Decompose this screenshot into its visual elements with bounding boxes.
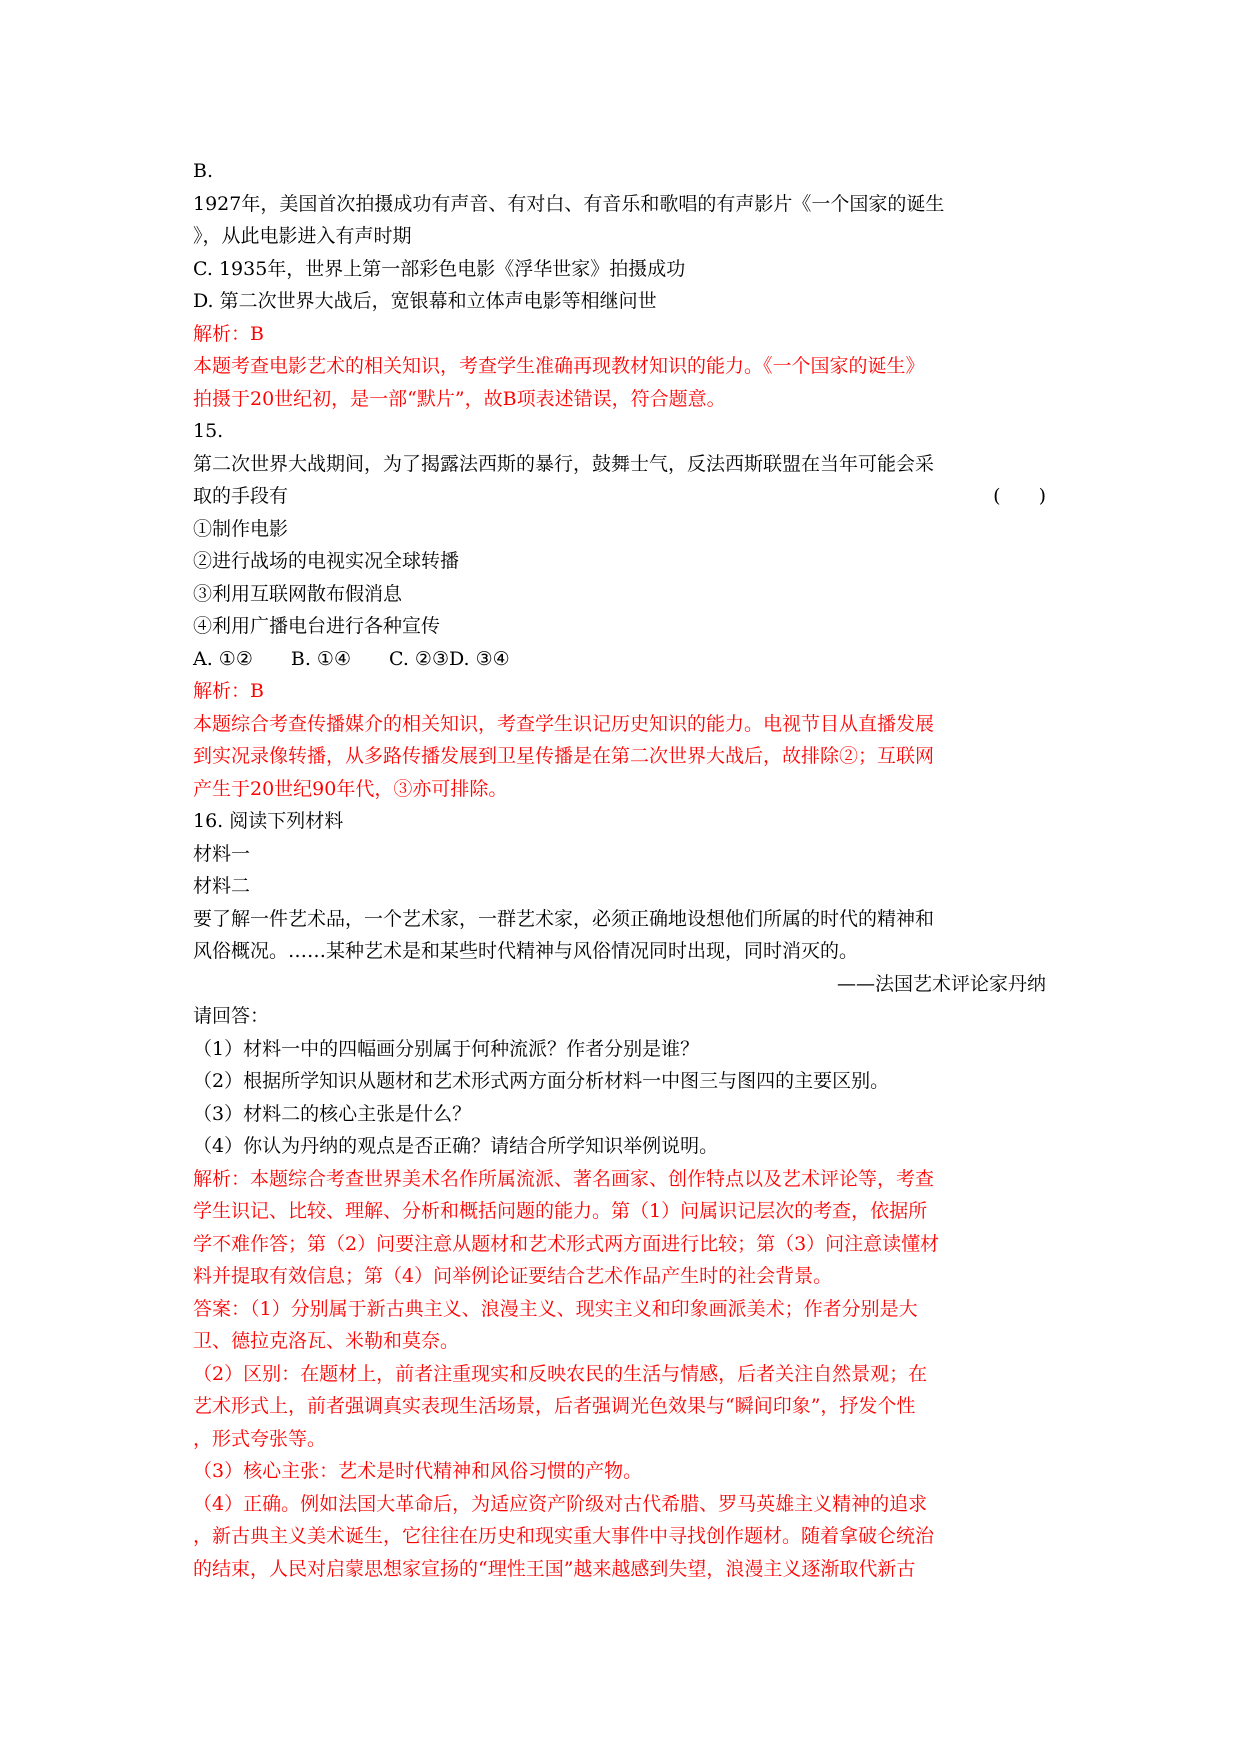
q16-sub-question-1: （1）材料一中的四幅画分别属于何种流派？作者分别是谁？ bbox=[193, 1037, 700, 1060]
q16-analysis-line3: 学不难作答；第（2）问要注意从题材和艺术形式两方面进行比较；第（3）问注意读懂材 bbox=[193, 1232, 940, 1255]
q15-stem-line1: 第二次世界大战期间，为了揭露法西斯的暴行，鼓舞士气，反法西斯联盟在当年可能会采 bbox=[193, 452, 935, 475]
q16-answer-line5: ，形式夸张等。 bbox=[193, 1427, 327, 1450]
document-body bbox=[193, 155, 1046, 1585]
q16-analysis-line4: 料并提取有效信息；第（4）问举例论证要结合艺术作品产生时的社会背景。 bbox=[193, 1265, 833, 1287]
q16-heading: 16. 阅读下列材料 bbox=[193, 810, 344, 832]
q15-item-1: ①制作电影 bbox=[193, 517, 289, 540]
q16-quote-line1: 要了解一件艺术品，一个艺术家，一群艺术家，必须正确地设想他们所属的时代的精神和 bbox=[193, 907, 935, 930]
q14-option-b-label: B. bbox=[193, 160, 214, 182]
q16-answer-line1: 答案：（1）分别属于新古典主义、浪漫主义、现实主义和印象画派美术；作者分别是大 bbox=[193, 1297, 918, 1320]
q15-answer-paren: ( ) bbox=[993, 485, 1046, 507]
q15-number: 15. bbox=[193, 420, 224, 442]
q16-answer-line2: 卫、德拉克洛瓦、米勒和莫奈。 bbox=[193, 1330, 460, 1352]
q15-analysis-line2: 到实况录像转播，从多路传播发展到卫星传播是在第二次世界大战后，故排除②；互联网 bbox=[193, 745, 935, 767]
q16-sub-question-4: （4）你认为丹纳的观点是否正确？请结合所学知识举例说明。 bbox=[193, 1135, 719, 1157]
q15-options: A. ①② B. ①④ C. ②③D. ③④ bbox=[193, 647, 510, 670]
q14-option-b-line1: 1927年，美国首次拍摄成功有声音、有对白、有音乐和歌唱的有声影片《一个国家的诞生 bbox=[193, 192, 945, 215]
q16-sub-question-3: （3）材料二的核心主张是什么？ bbox=[193, 1102, 472, 1125]
q16-answer-line6: （3）核心主张：艺术是时代精神和风俗习惯的产物。 bbox=[193, 1460, 643, 1482]
q14-analysis-line2: 拍摄于20世纪初，是一部“默片”，故B项表述错误，符合题意。 bbox=[193, 387, 726, 410]
q14-option-b-line2: 》，从此电影进入有声时期 bbox=[193, 225, 412, 247]
q14-analysis-line1: 本题考查电影艺术的相关知识，考查学生准确再现教材知识的能力。《一个国家的诞生》 bbox=[193, 355, 925, 377]
q14-option-d: D. 第二次世界大战后，宽银幕和立体声电影等相继问世 bbox=[193, 290, 657, 312]
q15-item-4: ④利用广播电台进行各种宣传 bbox=[193, 615, 441, 637]
q15-analysis-line3: 产生于20世纪90年代，③亦可排除。 bbox=[193, 777, 508, 800]
q15-item-2: ②进行战场的电视实况全球转播 bbox=[193, 550, 460, 572]
q16-material-1: 材料一 bbox=[193, 842, 251, 865]
q16-prompt: 请回答： bbox=[193, 1005, 270, 1027]
q16-quote-line2: 风俗概况。……某种艺术是和某些时代精神与风俗情况同时出现，同时消灭的。 bbox=[193, 940, 859, 962]
q16-answer-line7: （4）正确。例如法国大革命后，为适应资产阶级对古代希腊、罗马英雄主义精神的追求 bbox=[193, 1492, 928, 1515]
q16-sub-question-2: （2）根据所学知识从题材和艺术形式两方面分析材料一中图三与图四的主要区别。 bbox=[193, 1070, 890, 1092]
q16-answer-line9: 的结束，人民对启蒙思想家宣扬的“理性王国”越来越感到失望，浪漫主义逐渐取代新古 bbox=[193, 1557, 916, 1580]
q15-stem-line2 bbox=[193, 480, 1046, 513]
q16-attribution: ——法国艺术评论家丹纳 bbox=[836, 972, 1046, 995]
q15-analysis-title: 解析：B bbox=[193, 680, 264, 702]
q16-material-2: 材料二 bbox=[193, 875, 251, 897]
q16-answer-line8: ，新古典主义美术诞生，它往往在历史和现实重大事件中寻找创作题材。随着拿破仑统治 bbox=[193, 1525, 935, 1547]
q15-item-3: ③利用互联网散布假消息 bbox=[193, 582, 403, 605]
q16-analysis-line1: 解析：本题综合考查世界美术名作所属流派、著名画家、创作特点以及艺术评论等，考查 bbox=[193, 1167, 935, 1190]
q15-stem-text: 取的手段有 bbox=[193, 485, 289, 507]
q16-answer-line3: （2）区别：在题材上，前者注重现实和反映农民的生活与情感，后者关注自然景观；在 bbox=[193, 1362, 928, 1385]
q16-analysis-line2: 学生识记、比较、理解、分析和概括问题的能力。第（1）问属识记层次的考查，依据所 bbox=[193, 1200, 928, 1222]
q15-analysis-line1: 本题综合考查传播媒介的相关知识，考查学生识记历史知识的能力。电视节目从直播发展 bbox=[193, 712, 935, 735]
q14-analysis-title: 解析：B bbox=[193, 322, 264, 345]
q14-option-c: C. 1935年，世界上第一部彩色电影《浮华世家》拍摄成功 bbox=[193, 257, 686, 280]
q16-answer-line4: 艺术形式上，前者强调真实表现生活场景，后者强调光色效果与“瞬间印象”，抒发个性 bbox=[193, 1395, 916, 1417]
